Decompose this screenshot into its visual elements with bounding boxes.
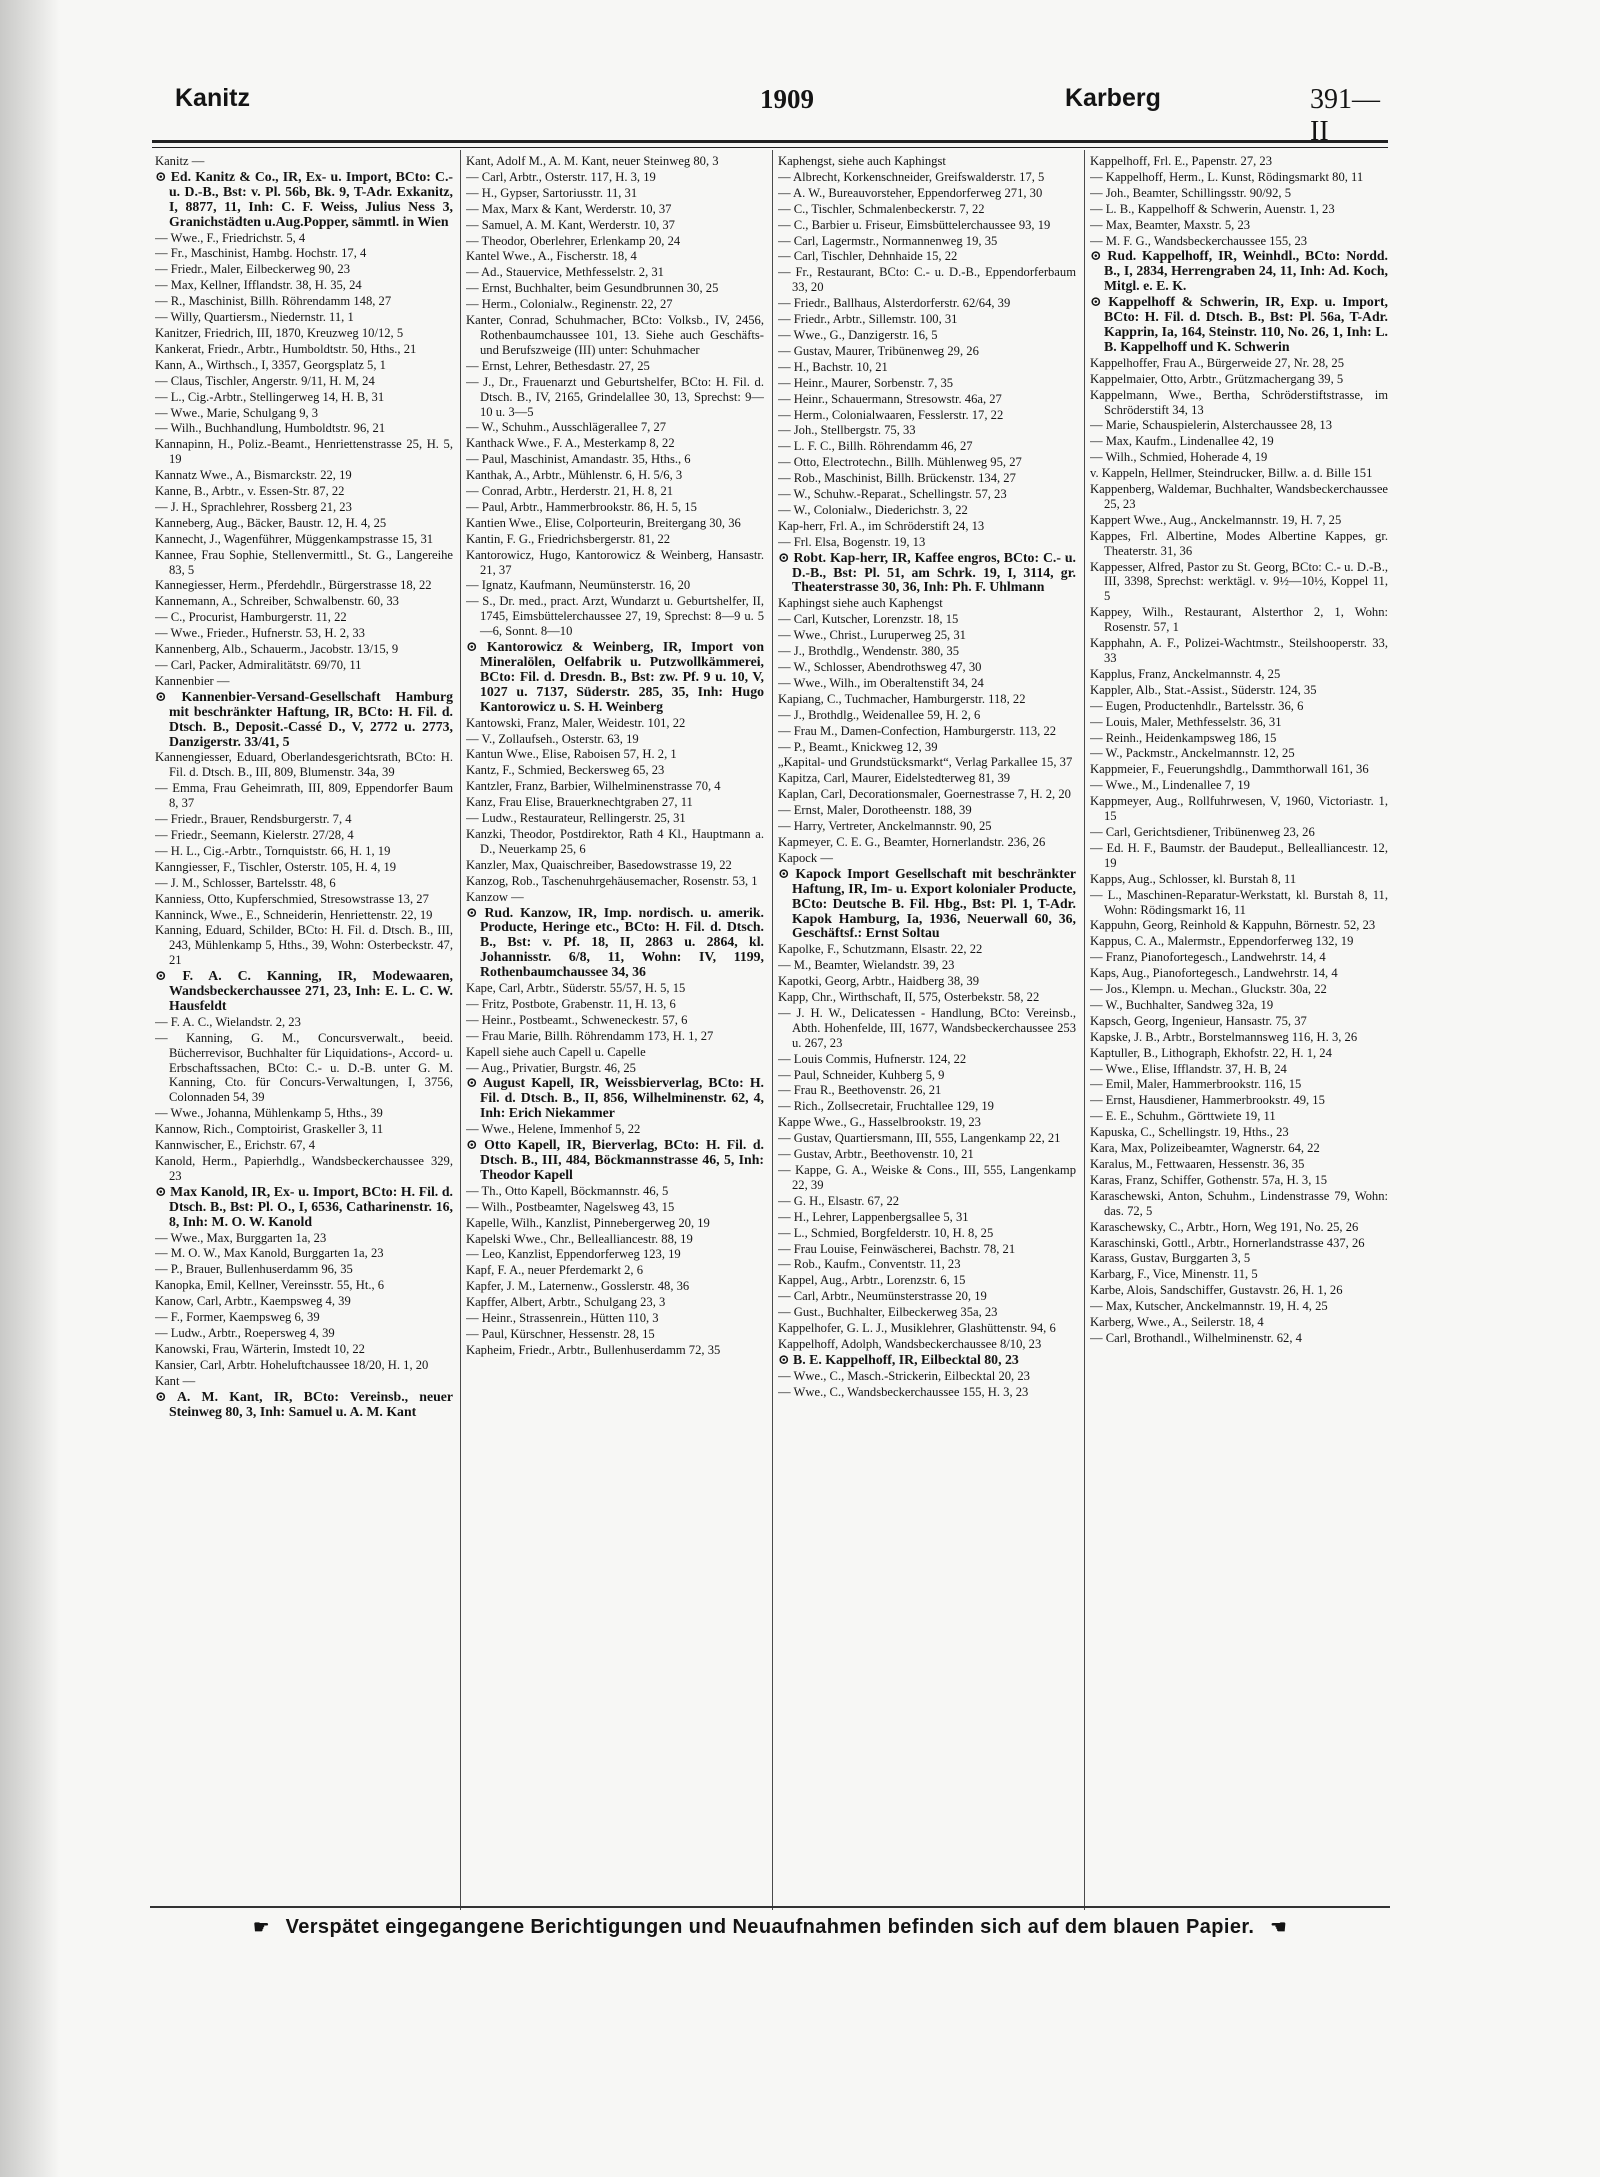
directory-entry: — V., Zollaufseh., Osterstr. 63, 19	[466, 731, 639, 746]
column-divider	[460, 150, 461, 1910]
directory-entry: ⊙ A. M. Kant, IR, BCto: Vereinsb., neuer Steinweg 80, 3, Inh: Samuel u. A. M. Kant	[155, 1388, 453, 1419]
directory-entry: Kanopka, Emil, Kellner, Vereinsstr. 55, Ht., 6	[155, 1278, 385, 1293]
directory-entry: — Frl. Elsa, Bogenstr. 19, 13	[778, 534, 926, 549]
directory-entry: Kantowski, Franz, Maler, Weidestr. 101, 22	[466, 715, 686, 730]
directory-entry: Kapiang, C., Tuchmacher, Hamburgerstr. 118, 22	[778, 691, 1026, 706]
directory-entry: Kappmeier, F., Feuerungshdlg., Dammthorwall 161, 36	[1090, 762, 1369, 777]
header-year: 1909	[760, 84, 814, 114]
directory-entry: Kappelhoff, Frl. E., Papenstr. 27, 23	[1090, 154, 1273, 168]
directory-entry: — W., Schuhm., Ausschlägerallee 7, 27	[466, 420, 667, 435]
directory-entry: — Rob., Kaufm., Conventstr. 11, 23	[778, 1257, 961, 1272]
footer-notice: Verspätet eingegangene Berichtigungen und Neuaufnahmen befinden sich auf dem blauen Papier.	[285, 1916, 1255, 1938]
directory-entry: — Rich., Zollsecretair, Fruchtallee 129, 19	[778, 1099, 994, 1114]
directory-entry: Kapps, Aug., Schlosser, kl. Burstah 8, 11	[1090, 871, 1297, 886]
directory-entry: ⊙ Robt. Kap-herr, IR, Kaffee engros, BCto: C.- u. D.-B., Bst: Pl. 51, am Schrk. 19, I, 3114, gr. Theaterstrasse 30, 36, Inh: Ph. F. Uhlmann	[778, 549, 1076, 595]
directory-entry: — E. E., Schuhm., Görttwiete 19, 11	[1090, 1109, 1276, 1124]
directory-entry: Kanz, Frau Elise, Brauerknechtgraben 27, 11	[466, 795, 693, 810]
directory-entry: — R., Maschinist, Billh. Röhrendamm 148, 27	[155, 294, 392, 309]
directory-entry: Kappler, Alb., Stat.-Assist., Süderstr. 124, 35	[1090, 682, 1317, 697]
directory-entry: Kantorowicz, Hugo, Kantorowicz & Weinberg, Hansastr. 21, 37	[466, 547, 764, 577]
directory-entry: Kaps, Aug., Pianofortegesch., Landwehrstr. 14, 4	[1090, 966, 1338, 981]
directory-entry: Kappes, Frl. Albertine, Modes Albertine Kappes, gr. Theaterstr. 31, 36	[1090, 528, 1388, 558]
directory-entry: Kapplus, Franz, Anckelmannstr. 4, 25	[1090, 666, 1281, 681]
directory-entry: Kantin, F. G., Friedrichsbergerstr. 81, 22	[466, 531, 671, 546]
directory-entry: — Harry, Vertreter, Anckelmannstr. 90, 25	[778, 819, 992, 834]
directory-entry: Kannatz Wwe., A., Bismarckstr. 22, 19	[155, 468, 352, 483]
directory-entry: — J., Brothdlg., Wendenstr. 380, 35	[778, 644, 960, 659]
directory-entry: Kapock —	[778, 850, 833, 865]
directory-entry: — M. F. G., Wandsbeckerchaussee 155, 23	[1090, 233, 1308, 248]
directory-entry: Karaschewski, Anton, Schuhm., Lindenstrasse 79, Wohn: das. 72, 5	[1090, 1188, 1388, 1218]
directory-column-3	[778, 154, 1076, 1899]
directory-entry: Kansier, Carl, Arbtr. Hoheluftchaussee 18/20, H. 1, 20	[155, 1357, 429, 1372]
header-left-word: Kanitz	[175, 84, 250, 112]
page-header	[150, 84, 1390, 147]
directory-entry: — Franz, Pianofortegesch., Landwehrstr. 14, 4	[1090, 950, 1326, 965]
directory-entry: — Ludw., Arbtr., Roepersweg 4, 39	[155, 1325, 335, 1340]
directory-entry: ⊙ Kannenbier-Versand-Gesellschaft Hamburg mit beschränkter Haftung, IR, BCto: H. Fil. d. Dtsch. B., Deposit.-Cassé D., V, 2772 u. 2773, Danzigerstr. 33/41, 5	[155, 688, 453, 749]
directory-entry: Kant, Adolf M., A. M. Kant, neuer Steinweg 80, 3	[466, 154, 719, 168]
directory-entry: — Wilh., Buchhandlung, Humboldtstr. 96, 21	[155, 421, 386, 436]
directory-entry: Kappelhofer, G. L. J., Musiklehrer, Glashüttenstr. 94, 6	[778, 1321, 1056, 1336]
directory-entry: Kanzler, Max, Quaischreiber, Basedowstrasse 19, 22	[466, 857, 732, 872]
directory-entry: ⊙ Kappelhoff & Schwerin, IR, Exp. u. Import, BCto: H. Fil. d. Dtsch. B., Bst: Pl. 56a, T-Adr. Kapprin, Ia, 164, Steinstr. 110, No. 26, 1, Inh: L. B. Kappelhoff und K. Schwerin	[1090, 294, 1388, 354]
directory-entry: — Wilh., Schmied, Hoherade 4, 19	[1090, 450, 1268, 465]
directory-entry: Kannenbier —	[155, 673, 230, 688]
directory-entry: Karbe, Alois, Sandschiffer, Gustavstr. 26, H. 1, 26	[1090, 1283, 1343, 1298]
directory-entry: — Paul, Maschinist, Amandastr. 35, Hths., 6	[466, 452, 691, 467]
directory-entry: — L., Schmied, Borgfelderstr. 10, H. 8, 25	[778, 1225, 994, 1240]
directory-entry: — M., Beamter, Wielandstr. 39, 23	[778, 958, 955, 973]
directory-entry: — L. F. C., Billh. Röhrendamm 46, 27	[778, 439, 973, 454]
directory-entry: Kara, Max, Polizeibeamter, Wagnerstr. 64, 22	[1090, 1141, 1320, 1156]
directory-entry: — J. H., Sprachlehrer, Rossberg 21, 23	[155, 499, 352, 514]
directory-entry: — Gustav, Arbtr., Beethovenstr. 10, 21	[778, 1147, 974, 1162]
directory-entry: — C., Procurist, Hamburgerstr. 11, 22	[155, 610, 347, 625]
pointing-hand-left-icon: ☚	[1270, 1917, 1287, 1937]
directory-entry: Kappelhoff, Adolph, Wandsbeckerchaussee 8/10, 23	[778, 1336, 1042, 1351]
directory-entry: Kanitz —	[155, 154, 205, 168]
directory-entry: Kape, Carl, Arbtr., Süderstr. 55/57, H. 5, 15	[466, 981, 686, 996]
directory-entry: Kappelmaier, Otto, Arbtr., Grützmachergang 39, 5	[1090, 371, 1344, 386]
directory-entry: Kanter, Conrad, Schuhmacher, BCto: Volksb., IV, 2456, Rothenbaumchaussee 101, 13. Siehe auch Geschäfts- und Berufszweige (III) unter: Schuhmacher	[466, 313, 764, 357]
directory-entry: — Ernst, Hausdiener, Hammerbrookstr. 49, 15	[1090, 1093, 1325, 1108]
directory-entry: — Friedr., Maler, Eilbeckerweg 90, 23	[155, 262, 350, 277]
directory-entry: Kapitza, Carl, Maurer, Eidelstedterweg 81, 39	[778, 771, 1011, 786]
directory-entry: — Wilh., Postbeamter, Nagelsweg 43, 15	[466, 1199, 675, 1214]
header-rule	[152, 140, 1388, 148]
directory-entry: — P., Brauer, Bullenhuserdamm 96, 35	[155, 1262, 353, 1277]
directory-entry: ⊙ Otto Kapell, IR, Bierverlag, BCto: H. Fil. d. Dtsch. B., III, 484, Böckmannstrasse 46, 5, Inh: Theodor Kapell	[466, 1137, 764, 1182]
directory-entry: Kapp, Chr., Wirthschaft, II, 575, Osterbekstr. 58, 22	[778, 990, 1040, 1005]
directory-entry: — Carl, Lagermstr., Normannenweg 19, 35	[778, 233, 998, 248]
directory-entry: Kanninck, Wwe., E., Schneiderin, Henriettenstr. 22, 19	[155, 907, 433, 922]
directory-entry: — Marie, Schauspielerin, Alsterchaussee 28, 13	[1090, 418, 1333, 433]
directory-entry: — Wwe., F., Friedrichstr. 5, 4	[155, 230, 306, 245]
directory-entry: — Wwe., Wilh., im Oberaltenstift 34, 24	[778, 675, 984, 690]
directory-entry: ⊙ August Kapell, IR, Weissbierverlag, BCto: H. Fil. d. Dtsch. B., II, 856, Wilhelminenstr. 62, 4, Inh: Erich Niekammer	[466, 1075, 764, 1121]
directory-entry: — Wwe., Elise, Ifflandstr. 37, H. B, 24	[1090, 1061, 1287, 1076]
directory-entry: Karalus, M., Fettwaaren, Hessenstr. 36, 35	[1090, 1157, 1305, 1171]
header-page-number: 391—II	[1310, 84, 1380, 147]
directory-entry: — Leo, Kanzlist, Eppendorferweg 123, 19	[466, 1247, 681, 1262]
directory-column-4	[1090, 154, 1388, 1899]
directory-entry: — Max, Kaufm., Lindenallee 42, 19	[1090, 434, 1274, 449]
directory-entry: — Carl, Arbtr., Neumünsterstrasse 20, 19	[778, 1289, 987, 1304]
directory-entry: — Herm., Colonialwaaren, Fesslerstr. 17, 22	[778, 407, 1004, 422]
directory-entry: — Heinr., Maurer, Sorbenstr. 7, 35	[778, 375, 954, 390]
directory-entry: Kannenberg, Alb., Schauerm., Jacobstr. 13/15, 9	[155, 642, 399, 657]
directory-entry: Kannee, Frau Sophie, Stellenvermittl., St. G., Langereihe 83, 5	[155, 547, 453, 577]
directory-entry: — G. H., Elsastr. 67, 22	[778, 1193, 900, 1208]
directory-entry: — P., Beamt., Knickweg 12, 39	[778, 739, 938, 754]
directory-entry: — Max, Kellner, Ifflandstr. 38, H. 35, 24	[155, 278, 362, 293]
directory-entry: — Albrecht, Korkenschneider, Greifswalderstr. 17, 5	[778, 169, 1045, 184]
directory-entry: ⊙ Rud. Kappelhoff, IR, Weinhdl., BCto: Nordd. B., I, 2834, Herrengraben 24, 11, Inh: Ad. Koch, Mitgl. e. E. K.	[1090, 248, 1388, 294]
directory-entry: Kanitzer, Friedrich, III, 1870, Kreuzweg 10/12, 5	[155, 325, 404, 340]
directory-entry: — H. L., Cig.-Arbtr., Tornquiststr. 66, H. 1, 19	[155, 843, 391, 858]
directory-entry: — Fr., Maschinist, Hambg. Hochstr. 17, 4	[155, 246, 367, 261]
directory-entry: ⊙ Ed. Kanitz & Co., IR, Ex- u. Import, BCto: C.- u. D.-B., Bst: v. Pl. 56b, Bk. 9, T-Adr. Exkanitz, I, 8877, 11, Inh: C. F. Weiss, Julius Ness 3, Granichstädten u.Aug.Popper, sämmtl. in Wien	[155, 168, 453, 229]
directory-entry: Kapmeyer, C. E. G., Beamter, Hornerlandstr. 236, 26	[778, 834, 1046, 849]
directory-entry: — Paul, Schneider, Kuhberg 5, 9	[778, 1067, 945, 1082]
directory-entry: Kant —	[155, 1373, 196, 1388]
directory-entry: — Kappe, G. A., Weiske & Cons., III, 555, Langenkamp 22, 39	[778, 1163, 1076, 1192]
directory-entry: — Wwe., Helene, Immenhof 5, 22	[466, 1122, 641, 1137]
directory-entry: — Friedr., Arbtr., Sillemstr. 100, 31	[778, 312, 958, 327]
directory-entry: Kapolke, F., Schutzmann, Elsastr. 22, 22	[778, 942, 983, 957]
directory-entry: Kappmeyer, Aug., Rollfuhrwesen, V, 1960, Victoriastr. 1, 15	[1090, 794, 1388, 824]
directory-entry: — C., Barbier u. Friseur, Eimsbüttelerchaussee 93, 19	[778, 217, 1051, 232]
directory-entry: — Kanning, G. M., Concursverwalt., beeid. Bücherrevisor, Buchhalter für Liquidations-, Accord- u. Erbschaftssachen, BCto: C.- u. D.-B. unter G. M. Kanning, Cto. für Concurs-Verwaltungen, I, 3756, Colonnaden 54, 39	[155, 1030, 453, 1105]
directory-entry: Kappey, Wilh., Restaurant, Alsterthor 2, 1, Wohn: Rosenstr. 57, 1	[1090, 605, 1388, 635]
directory-entry: — Louis Commis, Hufnerstr. 124, 22	[778, 1051, 967, 1066]
directory-entry: — Ad., Stauervice, Methfesselstr. 2, 31	[466, 265, 664, 280]
directory-entry: — J. H. W., Delicatessen - Handlung, BCto: Vereinsb., Abth. Hohenfelde, III, 1677, Wandsbeckerchaussee 253 u. 267, 23	[778, 1005, 1076, 1050]
directory-entry: Karas, Franz, Schiffer, Gothenstr. 57a, H. 3, 15	[1090, 1172, 1328, 1187]
directory-entry: — Paul, Arbtr., Hammerbrookstr. 86, H. 5, 15	[466, 499, 697, 514]
directory-entry: Kappert Wwe., Aug., Anckelmannstr. 19, H. 7, 25	[1090, 512, 1342, 527]
directory-entry: — Claus, Tischler, Angerstr. 9/11, H. M, 24	[155, 373, 375, 388]
directory-entry: — Carl, Kutscher, Lorenzstr. 18, 15	[778, 612, 959, 627]
directory-entry: — Friedr., Brauer, Rendsburgerstr. 7, 4	[155, 812, 352, 827]
directory-entry: — Kappelhoff, Herm., L. Kunst, Rödingsmarkt 80, 11	[1090, 169, 1364, 184]
directory-entry: — Ludw., Restaurateur, Rellingerstr. 25, 31	[466, 811, 686, 826]
directory-entry: Kappesser, Alfred, Pastor zu St. Georg, BCto: C.- u. D.-B., III, 3398, Sprechst: werktägl. v. 9½—10½, Koppel 11, 5	[1090, 559, 1388, 604]
directory-entry: — Ed. H. F., Baumstr. der Baudeput., Bellealliancestr. 12, 19	[1090, 840, 1388, 870]
directory-entry: — Samuel, A. M. Kant, Werderstr. 10, 37	[466, 217, 675, 232]
directory-entry: — Gust., Buchhalter, Eilbeckerweg 35a, 23	[778, 1305, 998, 1320]
directory-entry: — J., Brothdlg., Weidenallee 59, H. 2, 6	[778, 707, 981, 722]
directory-entry: Kapell siehe auch Capell u. Capelle	[466, 1044, 646, 1059]
pointing-hand-icon: ☛	[253, 1917, 270, 1937]
directory-entry: ⊙ B. E. Kappelhoff, IR, Eilbecktal 80, 23	[778, 1351, 1019, 1367]
directory-entry: Kannow, Rich., Comptoirist, Graskeller 3, 11	[155, 1122, 384, 1137]
directory-entry: ⊙ F. A. C. Kanning, IR, Modewaaren, Wandsbeckerchaussee 271, 23, Inh: E. L. C. W. Hausfeldt	[155, 968, 453, 1013]
directory-entry: Kapuska, C., Schellingstr. 19, Hths., 23	[1090, 1125, 1289, 1140]
directory-entry: — Emma, Frau Geheimrath, III, 809, Eppendorfer Baum 8, 37	[155, 781, 453, 811]
directory-entry: — Carl, Packer, Admiralitätstr. 69/70, 11	[155, 658, 362, 672]
directory-entry: Karaschinski, Gottl., Arbtr., Hornerlandstrasse 437, 26	[1090, 1235, 1365, 1250]
directory-entry: Kannapinn, H., Poliz.-Beamt., Henriettenstrasse 25, H. 5, 19	[155, 437, 453, 467]
directory-entry: — Max, Marx & Kant, Werderstr. 10, 37	[466, 201, 672, 216]
directory-entry: Kaphingst siehe auch Kaphengst	[778, 596, 943, 611]
directory-entry: — Willy, Quartiersm., Niedernstr. 11, 1	[155, 310, 354, 325]
directory-entry: — L., Cig.-Arbtr., Stellingerweg 14, H. B, 31	[155, 389, 385, 404]
directory-entry: — W., Schuhw.-Reparat., Schellingstr. 57, 23	[778, 487, 1007, 502]
directory-entry: Kanzog, Rob., Taschenuhrgehäusemacher, Rosenstr. 53, 1	[466, 873, 758, 888]
directory-entry: ⊙ Kapock Import Gesellschaft mit beschränkter Haftung, IR, Im- u. Export kolonialer Producte, BCto: Deutsche B. Fil. Hbg., Bst: Pl. 1, T-Adr. Kapok Hamburg, Ia, 1936, Neuerwall 60, 36, Geschäftsf.: Ernst Soltau	[778, 865, 1076, 941]
directory-entry: Kapelski Wwe., Chr., Bellealliancestr. 88, 19	[466, 1231, 693, 1246]
directory-entry: — Carl, Brothandl., Wilhelminenstr. 62, 4	[1090, 1330, 1302, 1345]
directory-entry: — Carl, Gerichtsdiener, Tribünenweg 23, 26	[1090, 824, 1315, 839]
directory-entry: — W., Schlosser, Abendrothsweg 47, 30	[778, 660, 982, 674]
directory-entry: — Wwe., M., Lindenallee 7, 19	[1090, 778, 1250, 793]
directory-entry: Kapffer, Albert, Arbtr., Schulgang 23, 3	[466, 1295, 666, 1310]
directory-entry: Kantel Wwe., A., Fischerstr. 18, 4	[466, 249, 637, 264]
header-right-word: Karberg	[1065, 84, 1161, 112]
directory-entry: Kannengiesser, Eduard, Oberlandesgerichtsrath, BCto: H. Fil. d. Dtsch. B., III, 809, Blumenstr. 34a, 39	[155, 750, 453, 780]
directory-entry: — Heinr., Postbeamt., Schweneckestr. 57, 6	[466, 1012, 688, 1027]
directory-entry: Kappenberg, Waldemar, Buchhalter, Wandsbeckerchaussee 25, 23	[1090, 482, 1388, 511]
directory-entry: Kapf, F. A., neuer Pferdemarkt 2, 6	[466, 1263, 644, 1278]
directory-entry: — Herm., Colonialw., Reginenstr. 22, 27	[466, 297, 673, 312]
directory-entry: — Heinr., Schauermann, Stresowstr. 46a, 27	[778, 391, 1002, 406]
directory-entry: — Joh., Beamter, Schillingsstr. 90/92, 5	[1090, 185, 1291, 200]
directory-entry: — Fritz, Postbote, Grabenstr. 11, H. 13, 6	[466, 996, 676, 1011]
directory-entry: Kapfer, J. M., Laternenw., Gosslerstr. 48, 36	[466, 1279, 690, 1294]
directory-entry: — Ignatz, Kaufmann, Neumünsterstr. 16, 20	[466, 578, 691, 593]
directory-entry: — J. M., Schlosser, Bartelsstr. 48, 6	[155, 875, 336, 890]
directory-entry: ⊙ Kantorowicz & Weinberg, IR, Import von Mineralölen, Oelfabrik u. Putzwollkämmerei, BCto: Fil. d. Dresdn. B., Bst: zw. Pf. 9 u. 10, V, 1027 u. 7137, Süderstr. 285, 35, Inh: Hugo Kantorowicz u. S. H. Weinberg	[466, 639, 764, 714]
directory-entry: Kankerat, Friedr., Arbtr., Humboldtstr. 50, Hths., 21	[155, 341, 417, 356]
directory-entry: — H., Bachstr. 10, 21	[778, 359, 888, 374]
directory-entry: Kapske, J. B., Arbtr., Borstelmannsweg 116, H. 3, 26	[1090, 1029, 1358, 1044]
directory-entry: — Frau M., Damen-Confection, Hamburgerstr. 113, 22	[778, 723, 1057, 738]
directory-entry: Kappus, C. A., Malermstr., Eppendorferweg 132, 19	[1090, 934, 1354, 949]
directory-entry: Kanthack Wwe., F. A., Mesterkamp 8, 22	[466, 436, 675, 451]
directory-entry: Kanngiesser, F., Tischler, Osterstr. 105, H. 4, 19	[155, 859, 397, 874]
directory-entry: — Ernst, Maler, Dorotheenstr. 188, 39	[778, 803, 972, 818]
directory-entry: Kantun Wwe., Elise, Raboisen 57, H. 2, 1	[466, 747, 677, 762]
directory-entry: — Reinh., Heidenkampsweg 186, 15	[1090, 730, 1277, 745]
directory-entry: — Frau Marie, Billh. Röhrendamm 173, H. 1, 27	[466, 1028, 714, 1043]
directory-entry: Kannwischer, E., Erichstr. 67, 4	[155, 1138, 316, 1153]
directory-entry: — Wwe., G., Danzigerstr. 16, 5	[778, 327, 938, 342]
directory-entry: — Eugen, Productenhdlr., Bartelsstr. 36, 6	[1090, 698, 1304, 713]
directory-entry: — Wwe., Marie, Schulgang 9, 3	[155, 405, 319, 420]
directory-entry: ⊙ Rud. Kanzow, IR, Imp. nordisch. u. amerik. Producte, Heringe etc., BCto: H. Fil. d. Dtsch. B., Bst: v. Pf. 18, II, 2863 u. 2864, kl. Johannisstr. 6/8, 11, Wohn: IV, 1199, Rothenbaumchaussee 34, 36	[466, 904, 764, 980]
directory-entry: Kanneberg, Aug., Bäcker, Baustr. 12, H. 4, 25	[155, 515, 387, 530]
directory-entry: — Emil, Maler, Hammerbrookstr. 116, 15	[1090, 1077, 1302, 1092]
directory-entry: — Carl, Arbtr., Osterstr. 117, H. 3, 19	[466, 169, 656, 184]
directory-entry: — Gustav, Maurer, Tribünenweg 29, 26	[778, 343, 979, 358]
directory-entry: — L., Maschinen-Reparatur-Werkstatt, kl. Burstah 8, 11, Wohn: Rödingsmarkt 16, 11	[1090, 887, 1388, 917]
directory-entry: v. Kappeln, Hellmer, Steindrucker, Billw. a. d. Bille 151	[1090, 466, 1373, 481]
directory-entry: — A. W., Bureauvorsteher, Eppendorferweg 271, 30	[778, 185, 1043, 200]
directory-entry: — Wwe., C., Masch.-Strickerin, Eilbecktal 20, 23	[778, 1368, 1030, 1383]
directory-entry: Karaschewsky, C., Arbtr., Horn, Weg 191, No. 25, 26	[1090, 1219, 1359, 1234]
directory-entry: — W., Packmstr., Anckelmannstr. 12, 25	[1090, 746, 1295, 761]
directory-entry: — Max, Beamter, Maxstr. 5, 23	[1090, 217, 1251, 232]
directory-entry: — F., Former, Kaempsweg 6, 39	[155, 1310, 320, 1325]
directory-entry: — Paul, Kürschner, Hessenstr. 28, 15	[466, 1326, 655, 1341]
directory-entry: — Jos., Klempn. u. Mechan., Gluckstr. 30a, 22	[1090, 982, 1327, 997]
directory-entry: Kap-herr, Frl. A., im Schröderstift 24, 13	[778, 518, 985, 533]
directory-entry: — W., Buchhalter, Sandweg 32a, 19	[1090, 997, 1274, 1012]
directory-column-2	[466, 154, 764, 1899]
directory-entry: Kapphahn, A. F., Polizei-Wachtmstr., Steilshooperstr. 33, 33	[1090, 636, 1388, 665]
directory-entry: Kantz, F., Schmied, Beckersweg 65, 23	[466, 763, 665, 778]
directory-entry: — Th., Otto Kapell, Böckmannstr. 46, 5	[466, 1183, 669, 1198]
directory-entry: — F. A. C., Wielandstr. 2, 23	[155, 1014, 301, 1029]
directory-entry: — L. B., Kappelhoff & Schwerin, Auenstr. 1, 23	[1090, 201, 1335, 216]
directory-column-1	[155, 154, 453, 1899]
directory-entry: Kanzki, Theodor, Postdirektor, Rath 4 Kl., Hauptmann a. D., Neuerkamp 25, 6	[466, 826, 764, 856]
directory-entry: — Friedr., Ballhaus, Alsterdorferstr. 62/64, 39	[778, 296, 1011, 311]
directory-entry: ⊙ Max Kanold, IR, Ex- u. Import, BCto: H. Fil. d. Dtsch. B., Bst: Pl. O., I, 6536, Catharinenstr. 16, 8, Inh: M. O. W. Kanold	[155, 1183, 453, 1229]
directory-entry: Karbarg, F., Vice, Minenstr. 11, 5	[1090, 1267, 1258, 1282]
column-divider	[1084, 150, 1085, 1910]
page-binding-shadow	[0, 0, 60, 2177]
directory-entry: — M. O. W., Max Kanold, Burggarten 1a, 23	[155, 1246, 384, 1261]
directory-entry: — Fr., Restaurant, BCto: C.- u. D.-B., Eppendorferbaum 33, 20	[778, 265, 1076, 295]
directory-entry: Kanold, Herm., Papierhdlg., Wandsbeckerchaussee 329, 23	[155, 1154, 453, 1183]
directory-entry: Kaptuller, B., Lithograph, Ekhofstr. 22, H. 1, 24	[1090, 1045, 1332, 1060]
directory-entry: Kannemann, A., Schreiber, Schwalbenstr. 60, 33	[155, 594, 399, 609]
directory-entry: Kantzler, Franz, Barbier, Wilhelminenstrasse 70, 4	[466, 779, 721, 794]
directory-entry: Kapotki, Georg, Arbtr., Haidberg 38, 39	[778, 974, 980, 989]
directory-entry: — Conrad, Arbtr., Herderstr. 21, H. 8, 21	[466, 484, 674, 499]
directory-entry: — Wwe., Christ., Luruperweg 25, 31	[778, 628, 966, 643]
directory-entry: Kapsch, Georg, Ingenieur, Hansastr. 75, 37	[1090, 1013, 1307, 1028]
column-divider	[772, 150, 773, 1910]
directory-entry: — Wwe., Johanna, Mühlenkamp 5, Hths., 39	[155, 1106, 383, 1121]
directory-entry: — H., Lehrer, Lappenbergsallee 5, 31	[778, 1209, 969, 1224]
directory-entry: — S., Dr. med., pract. Arzt, Wundarzt u. Geburtshelfer, II, 1745, Eimsbüttelerchaussee 27, 19, Sprechst: 8—9 u. 5—6, Sonnt. 8—10	[466, 594, 764, 639]
directory-entry: — Max, Kutscher, Anckelmannstr. 19, H. 4, 25	[1090, 1299, 1328, 1314]
directory-entry: Kann, A., Wirthsch., I, 3357, Georgsplatz 5, 1	[155, 357, 386, 372]
directory-entry: Kappuhn, Georg, Reinhold & Kappuhn, Börnestr. 52, 23	[1090, 918, 1376, 933]
directory-entry: Kannecht, J., Wagenführer, Müggenkampstrasse 15, 31	[155, 531, 434, 546]
directory-entry: — Louis, Maler, Methfesselstr. 36, 31	[1090, 714, 1282, 729]
directory-entry: — Joh., Stellbergstr. 75, 33	[778, 423, 916, 438]
directory-entry: — J., Dr., Frauenarzt und Geburtshelfer, BCto: H. Fil. d. Dtsch. B., IV, 2165, Grindelallee 30, 13, Sprechst: 9—10 u. 3—5	[466, 374, 764, 419]
directory-entry: — Friedr., Seemann, Kielerstr. 27/28, 4	[155, 827, 354, 842]
directory-entry: Kanzow —	[466, 889, 524, 904]
directory-entry: — Ernst, Lehrer, Bethesdastr. 27, 25	[466, 358, 650, 373]
directory-entry: — Wwe., Frieder., Hufnerstr. 53, H. 2, 33	[155, 626, 365, 641]
directory-entry: Kaplan, Carl, Decorationsmaler, Goernestrasse 7, H. 2, 20	[778, 787, 1071, 802]
directory-entry: — Wwe., Max, Burggarten 1a, 23	[155, 1230, 327, 1245]
directory-entry: Karberg, Wwe., A., Seilerstr. 18, 4	[1090, 1315, 1264, 1330]
directory-entry: — Theodor, Oberlehrer, Erlenkamp 20, 24	[466, 233, 681, 248]
directory-entry: Kanowski, Frau, Wärterin, Imstedt 10, 22	[155, 1341, 365, 1356]
directory-entry: Kappelhoffer, Frau A., Bürgerweide 27, Nr. 28, 25	[1090, 355, 1345, 370]
directory-entry: — Rob., Maschinist, Billh. Brückenstr. 134, 27	[778, 471, 1016, 486]
directory-entry: — Frau Louise, Feinwäscherei, Bachstr. 78, 21	[778, 1241, 1016, 1256]
directory-entry: Kappe Wwe., G., Hasselbrookstr. 19, 23	[778, 1115, 981, 1130]
directory-entry: Karass, Gustav, Burggarten 3, 5	[1090, 1251, 1251, 1266]
directory-entry: — Wwe., C., Wandsbeckerchaussee 155, H. 3, 23	[778, 1384, 1029, 1399]
directory-entry: Kappelmann, Wwe., Bertha, Schröderstiftstrasse, im Schröderstift 34, 13	[1090, 387, 1388, 417]
directory-entry: — Aug., Privatier, Burgstr. 46, 25	[466, 1060, 636, 1075]
page-footer	[150, 1906, 1390, 1950]
directory-entry: Kappel, Aug., Arbtr., Lorenzstr. 6, 15	[778, 1273, 966, 1288]
directory-entry: — Frau R., Beethovenstr. 26, 21	[778, 1083, 942, 1098]
directory-entry: „Kapital- und Grundstücksmarkt“, Verlag Parkallee 15, 37	[778, 755, 1073, 770]
directory-entry: — Ernst, Buchhalter, beim Gesundbrunnen 30, 25	[466, 281, 719, 296]
directory-entry: Kanthak, A., Arbtr., Mühlenstr. 6, H. 5/6, 3	[466, 468, 683, 483]
directory-entry: — C., Tischler, Schmalenbeckerstr. 7, 22	[778, 201, 985, 216]
directory-entry: — Gustav, Quartiersmann, III, 555, Langenkamp 22, 21	[778, 1131, 1061, 1146]
directory-entry: Kanning, Eduard, Schilder, BCto: H. Fil. d. Dtsch. B., III, 243, Mühlenkamp 5, Hths., 39, Wohn: Osterbeckstr. 47, 21	[155, 923, 453, 968]
directory-entry: — H., Gypser, Sartoriusstr. 11, 31	[466, 185, 638, 200]
directory-entry: Kannegiesser, Herm., Pferdehdlr., Bürgerstrasse 18, 22	[155, 578, 432, 593]
directory-entry: — Carl, Tischler, Dehnhaide 15, 22	[778, 249, 958, 264]
directory-entry: Kanniess, Otto, Kupferschmied, Stresowstrasse 13, 27	[155, 891, 429, 906]
directory-entry: — Heinr., Strassenrein., Hütten 110, 3	[466, 1311, 659, 1326]
directory-entry: Kapheim, Friedr., Arbtr., Bullenhuserdamm 72, 35	[466, 1342, 721, 1357]
directory-entry: Kaphengst, siehe auch Kaphingst	[778, 154, 946, 168]
directory-entry: — Otto, Electrotechn., Billh. Mühlenweg 95, 27	[778, 455, 1022, 470]
directory-entry: Kanow, Carl, Arbtr., Kaempsweg 4, 39	[155, 1294, 351, 1309]
directory-entry: Kapelle, Wilh., Kanzlist, Pinnebergerweg 20, 19	[466, 1215, 710, 1230]
directory-entry: Kantien Wwe., Elise, Colporteurin, Breitergang 30, 36	[466, 515, 741, 530]
directory-entry: Kanne, B., Arbtr., v. Essen-Str. 87, 22	[155, 484, 345, 499]
directory-entry: — W., Colonialw., Diederichstr. 3, 22	[778, 502, 968, 517]
